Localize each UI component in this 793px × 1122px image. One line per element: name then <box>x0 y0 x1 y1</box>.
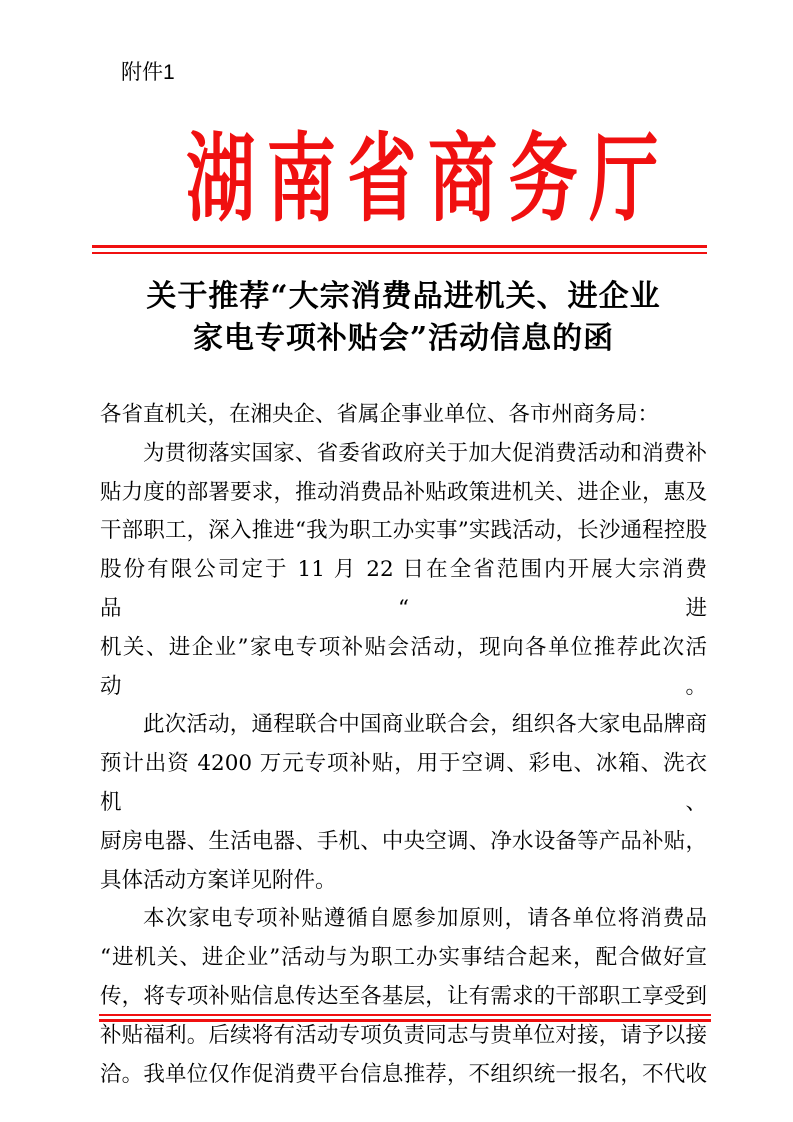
letterhead-double-rule <box>92 245 707 254</box>
body-line-10: 具体活动方案详见附件。 <box>100 867 337 893</box>
body-line-9: 厨房电器、生活电器、手机、中央空调、净水设备等产品补贴， <box>100 828 707 854</box>
attachment-label: 附件1 <box>121 61 175 84</box>
body-line-14: 补贴福利。后续将有活动专项负责同志与贵单位对接，请予以接 <box>100 1022 707 1048</box>
document-title <box>100 276 707 360</box>
body-line-4: 干部职工，深入推进“我为职工办实事”实践活动，长沙通程控股 <box>100 518 707 544</box>
letterhead <box>92 122 707 235</box>
body-line-6: 机关、进企业”家电专项补贴会活动，现向各单位推荐此次活动。 <box>100 634 707 699</box>
body-line-15: 洽。我单位仅作促消费平台信息推荐，不组织统一报名，不代收 <box>100 1061 707 1087</box>
body-line-5: 股份有限公司定于 11 月 22 日在全省范围内开展大宗消费品“进 <box>100 557 707 621</box>
body-line-12: “进机关、进企业”活动与为职工办实事结合起来，配合做好宣 <box>100 945 707 971</box>
body-line-3: 贴力度的部署要求，推动消费品补贴政策进机关、进企业，惠及 <box>100 479 707 505</box>
document-title-line-2: 家电专项补贴会”活动信息的函 <box>192 321 615 356</box>
body-line-8: 预计出资 4200 万元专项补贴，用于空调、彩电、冰箱、洗衣机、 <box>100 751 707 815</box>
body-line-2: 为贯彻落实国家、省委省政府关于加大促消费活动和消费补 <box>143 440 707 466</box>
body-line-1: 各省直机关，在湘央企、省属企事业单位、各市州商务局： <box>100 402 660 427</box>
footer-double-rule <box>99 1014 711 1022</box>
body-line-11: 本次家电专项补贴遵循自愿参加原则，请各单位将消费品 <box>143 906 707 932</box>
body-line-7: 此次活动，通程联合中国商业联合会，组织各大家电品牌商 <box>143 712 707 738</box>
body-line-13: 传，将专项补贴信息传达至各基层，让有需求的干部职工享受到 <box>100 983 707 1009</box>
agency-name: 湖南省商务厅 <box>186 122 670 235</box>
letter-body <box>100 396 707 1094</box>
document-title-line-1: 关于推荐“大宗消费品进机关、进企业 <box>146 279 661 314</box>
